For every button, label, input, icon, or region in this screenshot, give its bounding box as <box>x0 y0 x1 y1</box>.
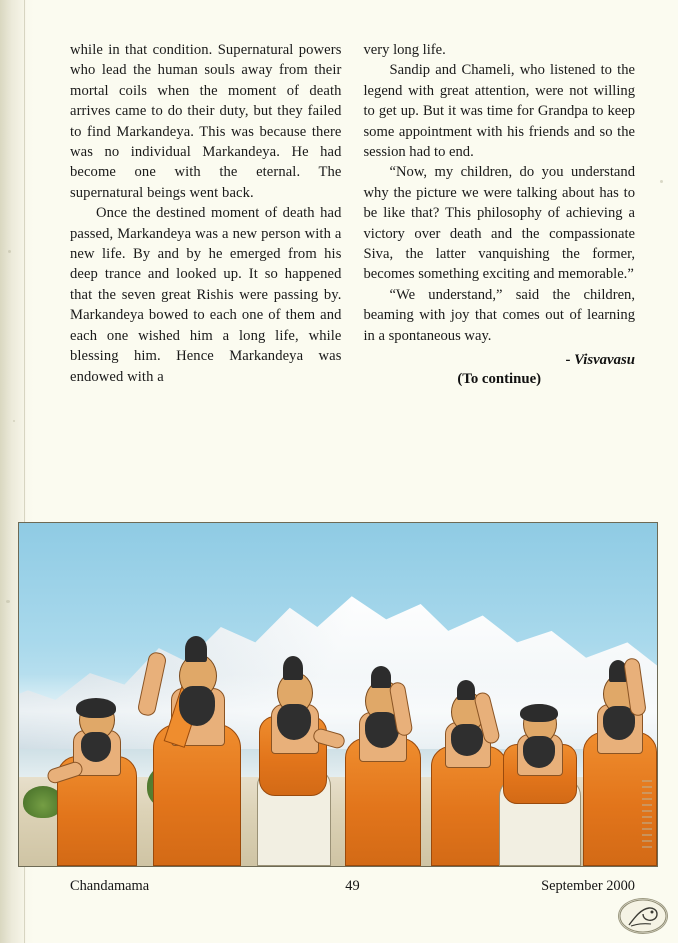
paragraph: “Now, my children, do you understand why the picture we were talking about has to be like that? This philosophy of achieving a victory over death and the compassionate Siva, the latter vanquishing the former, becomes something exciting and memorable.” <box>363 164 635 283</box>
rishi-figure <box>241 641 341 866</box>
continuation-note: (To continue) <box>457 371 542 388</box>
paragraph: Sandip and Chameli, who listened to the legend with great attention, were not willing to get up. But it was time for Grandpa to keep some appointment with his friends and so the session had to end. <box>363 62 635 161</box>
rishi-beard <box>451 724 483 756</box>
rishi-figure <box>331 656 431 866</box>
page-footer <box>70 878 635 895</box>
footer-page-number: 49 <box>345 878 360 894</box>
paper-speck <box>660 180 663 183</box>
footer-issue-date: September 2000 <box>541 878 635 894</box>
paragraph: very long life. <box>363 42 446 58</box>
rishi-figure <box>139 616 249 866</box>
two-column-layout <box>70 40 635 388</box>
byline <box>364 352 636 369</box>
rishi-beard <box>277 704 311 740</box>
right-column <box>364 40 636 388</box>
paper-speck <box>8 250 11 253</box>
illustration-seven-rishis <box>18 522 658 867</box>
rishi-raised-arm <box>137 651 168 717</box>
rishi-beard <box>523 736 555 768</box>
page-edge-texture <box>642 780 652 850</box>
article-body <box>70 40 635 388</box>
rishi-beard <box>179 686 215 726</box>
rishi-topknot <box>283 656 303 680</box>
rishi-hair <box>520 704 558 722</box>
paper-speck <box>6 600 10 603</box>
footer-magazine-name: Chandamama <box>70 878 150 894</box>
rishi-topknot <box>185 636 207 662</box>
paper-speck <box>13 420 15 422</box>
paragraph: “We understand,” said the children, beaming with joy that comes out of learning in a spontaneous way. <box>363 286 635 344</box>
rishi-topknot <box>371 666 391 688</box>
rishi-beard <box>81 732 111 762</box>
byline-dash: - <box>565 352 571 369</box>
rishi-hair <box>76 698 116 718</box>
left-column <box>70 40 342 388</box>
paragraph: while in that condition. Supernatural powers who lead the human souls away from their mortal coils when the moment of death arrives came to do their duty, but they failed to find Markandeya. This was because there was no individual Markandeya. He had become one with the eternal. The supernatural beings went back. <box>70 42 342 201</box>
paragraph: Once the destined moment of death had passed, Markandeya was a new person with a new life. By and by he emerged from his deep trance and looked up. It so happened that the seven great Rishis were passing by. Markandeya bowed to each one of them and each one wished him a long life, while blessing him. Hence Markandeya was endowed with a <box>70 205 342 385</box>
publisher-logo <box>618 898 668 934</box>
rishi-figure <box>47 686 143 866</box>
byline-author: Visvavasu <box>574 352 635 369</box>
rishi-topknot <box>457 680 475 700</box>
